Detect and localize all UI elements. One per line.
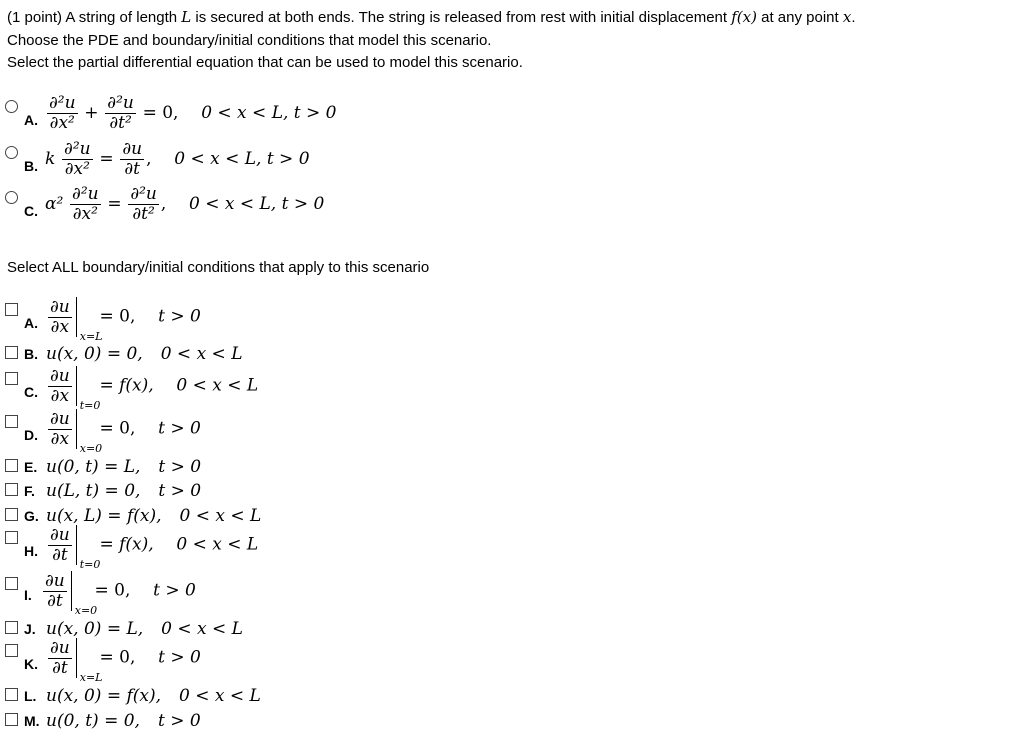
checkbox[interactable] xyxy=(5,713,18,726)
radio-button[interactable] xyxy=(5,100,18,113)
checkbox[interactable] xyxy=(5,303,18,316)
checkbox[interactable] xyxy=(5,372,18,385)
question-line-1: (1 point) A string of length L is secured at both ends. The string is released from rest with initial displacement f(x) at any point x. xyxy=(7,8,856,26)
bc-equation: u(x, L) = f(x), 0 < x < L xyxy=(46,506,262,526)
pde-equation: α² $\frac{\text{∂²u}}{\text{∂x²}}$ = $\frac{\text{∂²u}}{\text{∂t²}}$ , 0 < x < L, t > 0 xyxy=(45,184,325,224)
bc-equation: $\frac{\partial u}{\partial t}$ x=L = 0, t > 0 xyxy=(50,637,201,684)
checkbox[interactable] xyxy=(5,644,18,657)
bc-equation: $\frac{\partial u}{\partial t}$ t=0 = f(x), 0 < x < L xyxy=(50,524,259,571)
radio-button[interactable] xyxy=(5,191,18,204)
checkbox[interactable] xyxy=(5,577,18,590)
question-line-2: Choose the PDE and boundary/initial conditions that model this scenario. xyxy=(7,32,492,49)
checkbox[interactable] xyxy=(5,508,18,521)
checkbox[interactable] xyxy=(5,531,18,544)
bc-equation: u(x, 0) = L, 0 < x < L xyxy=(46,619,243,639)
pde-equation: $\frac{\text{∂²u}}{\text{∂x²}}$ + $\frac{\text{∂²u}}{\text{∂t²}}$ = 0, 0 < x < L, t > 0 xyxy=(49,93,337,133)
bc-equation: $\frac{\partial u}{\partial x}$ t=0 = f(x), 0 < x < L xyxy=(50,365,259,412)
bc-heading: Select ALL boundary/initial conditions that apply to this scenario xyxy=(7,259,430,276)
bc-equation: u(0, t) = L, t > 0 xyxy=(46,457,202,477)
bc-equation: u(0, t) = 0, t > 0 xyxy=(46,711,201,731)
bc-equation: u(L, t) = 0, t > 0 xyxy=(46,481,202,501)
bc-equation: $\frac{\partial u}{\partial x}$ x=L = 0, t > 0 xyxy=(50,296,201,343)
checkbox[interactable] xyxy=(5,346,18,359)
bc-equation: u(x, 0) = f(x), 0 < x < L xyxy=(46,686,261,706)
bc-equation: $\frac{\partial u}{\partial t}$ x=0 = 0, t > 0 xyxy=(45,570,196,617)
question-line-3: Select the partial differential equation that can be used to model this scenario. xyxy=(7,54,523,71)
bc-equation: $\frac{\partial u}{\partial x}$ x=0 = 0, t > 0 xyxy=(50,408,201,455)
checkbox[interactable] xyxy=(5,483,18,496)
checkbox[interactable] xyxy=(5,621,18,634)
pde-equation: k $\frac{\text{∂²u}}{\text{∂x²}}$ = $\frac{\partial u}{\partial t}$ , 0 < x < L, t > 0 xyxy=(45,139,310,179)
checkbox[interactable] xyxy=(5,688,18,701)
radio-button[interactable] xyxy=(5,146,18,159)
checkbox[interactable] xyxy=(5,459,18,472)
checkbox[interactable] xyxy=(5,415,18,428)
bc-equation: u(x, 0) = 0, 0 < x < L xyxy=(46,344,243,364)
